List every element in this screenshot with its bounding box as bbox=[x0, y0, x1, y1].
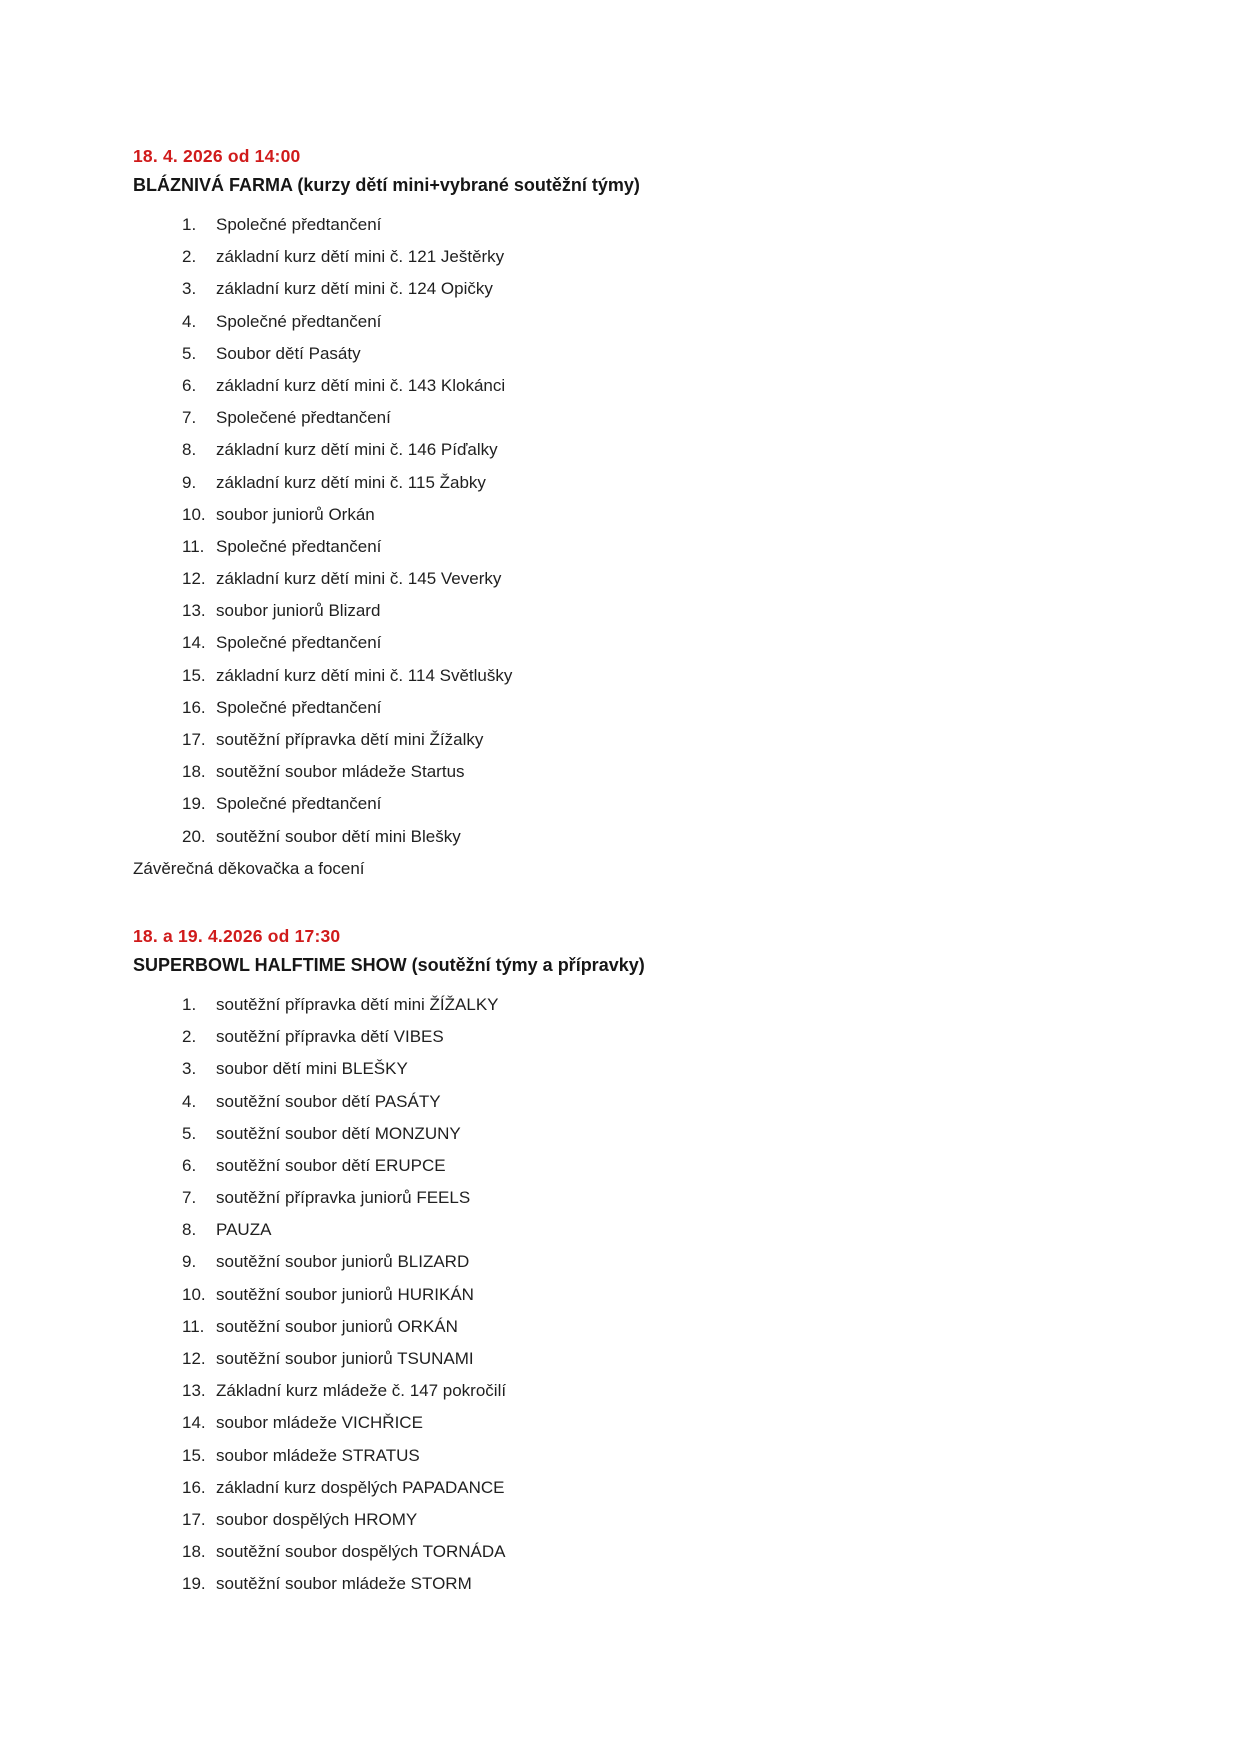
item-text: Společné předtančení bbox=[216, 536, 382, 556]
item-text: základní kurz dětí mini č. 121 Ještěrky bbox=[216, 247, 505, 267]
list-item bbox=[133, 989, 1143, 1021]
item-text: soutěžní soubor juniorů ORKÁN bbox=[216, 1316, 458, 1336]
list-item bbox=[133, 595, 1143, 627]
item-number: 10. bbox=[182, 1284, 206, 1304]
list-item bbox=[133, 1118, 1143, 1150]
item-number: 6. bbox=[182, 1155, 197, 1175]
date-heading-2: 18. a 19. 4.2026 od 17:30 bbox=[133, 925, 341, 946]
item-number: 13. bbox=[182, 601, 206, 621]
list-item bbox=[133, 241, 1143, 273]
item-text: soutěžní soubor mládeže STORM bbox=[216, 1574, 472, 1594]
list-item bbox=[133, 370, 1143, 402]
item-number: 6. bbox=[182, 375, 197, 395]
item-number: 18. bbox=[182, 762, 206, 782]
item-text: soubor dospělých HROMY bbox=[216, 1509, 418, 1529]
list-item bbox=[133, 434, 1143, 466]
list-item bbox=[133, 1472, 1143, 1504]
item-text: Společné předtančení bbox=[216, 633, 382, 653]
item-number: 5. bbox=[182, 1123, 197, 1143]
list-item bbox=[133, 1021, 1143, 1053]
item-number: 11. bbox=[182, 536, 205, 556]
list-item bbox=[133, 1343, 1143, 1375]
item-number: 5. bbox=[182, 343, 197, 363]
item-number: 16. bbox=[182, 697, 206, 717]
item-number: 18. bbox=[182, 1542, 206, 1562]
item-text: Společné předtančení bbox=[216, 311, 382, 331]
item-number: 7. bbox=[182, 408, 197, 428]
list-item bbox=[133, 563, 1143, 595]
list-item bbox=[133, 756, 1143, 788]
item-text: soutěžní soubor juniorů TSUNAMI bbox=[216, 1349, 474, 1369]
item-number: 8. bbox=[182, 440, 197, 460]
list-item bbox=[133, 338, 1143, 370]
section-blazniva-farma bbox=[133, 146, 1143, 885]
item-number: 13. bbox=[182, 1381, 206, 1401]
item-text: základní kurz dětí mini č. 143 Klokánci bbox=[216, 375, 506, 395]
schedule-list-2 bbox=[133, 989, 1143, 1601]
item-number: 3. bbox=[182, 279, 197, 299]
item-number: 2. bbox=[182, 247, 197, 267]
list-item bbox=[133, 499, 1143, 531]
item-number: 19. bbox=[182, 794, 206, 814]
list-item bbox=[133, 1214, 1143, 1246]
item-text: základní kurz dospělých PAPADANCE bbox=[216, 1477, 505, 1497]
list-item bbox=[133, 1407, 1143, 1439]
list-item bbox=[133, 1279, 1143, 1311]
item-number: 20. bbox=[182, 826, 206, 846]
list-item bbox=[133, 1053, 1143, 1085]
list-item bbox=[133, 1568, 1143, 1600]
item-text: Společené předtančení bbox=[216, 408, 391, 428]
item-text: soutěžní soubor juniorů BLIZARD bbox=[216, 1252, 470, 1272]
item-number: 12. bbox=[182, 569, 206, 589]
item-number: 15. bbox=[182, 1445, 206, 1465]
list-item bbox=[133, 1504, 1143, 1536]
item-number: 4. bbox=[182, 311, 197, 331]
list-item bbox=[133, 692, 1143, 724]
item-text: Společné předtančení bbox=[216, 794, 382, 814]
item-number: 11. bbox=[182, 1316, 205, 1336]
item-text: základní kurz dětí mini č. 145 Veverky bbox=[216, 569, 502, 589]
item-number: 12. bbox=[182, 1349, 206, 1369]
item-text: soubor mládeže STRATUS bbox=[216, 1445, 420, 1465]
section-title-2: SUPERBOWL HALFTIME SHOW (soutěžní týmy a přípravky) bbox=[133, 954, 645, 975]
list-item bbox=[133, 273, 1143, 305]
list-item bbox=[133, 1375, 1143, 1407]
list-item bbox=[133, 788, 1143, 820]
list-item bbox=[133, 1150, 1143, 1182]
item-text: soutěžní přípravka dětí VIBES bbox=[216, 1027, 444, 1047]
item-number: 17. bbox=[182, 730, 206, 749]
list-item bbox=[133, 306, 1143, 338]
document-content bbox=[133, 146, 1143, 1601]
item-text: soutěžní přípravka juniorů FEELS bbox=[216, 1188, 471, 1208]
item-text: základní kurz dětí mini č. 115 Žabky bbox=[216, 472, 486, 492]
item-text: soutěžní soubor dětí MONZUNY bbox=[216, 1123, 461, 1143]
item-number: 10. bbox=[182, 504, 206, 524]
item-number: 16. bbox=[182, 1477, 206, 1497]
list-item bbox=[133, 627, 1143, 659]
item-number: 14. bbox=[182, 1413, 206, 1433]
section-superbowl-halftime-show bbox=[133, 926, 1143, 1601]
section-title-1: BLÁZNIVÁ FARMA (kurzy dětí mini+vybrané soutěžní týmy) bbox=[133, 175, 640, 195]
schedule-list-1 bbox=[133, 209, 1143, 853]
item-text: Společné předtančení bbox=[216, 215, 382, 234]
item-text: soubor mládeže VICHŘICE bbox=[216, 1413, 423, 1433]
item-number: 14. bbox=[182, 633, 206, 653]
list-item bbox=[133, 660, 1143, 692]
item-number: 7. bbox=[182, 1188, 197, 1208]
item-text: soutěžní soubor dětí mini Blešky bbox=[216, 826, 461, 846]
item-text: soutěžní soubor dospělých TORNÁDA bbox=[216, 1542, 506, 1562]
item-number: 9. bbox=[182, 1252, 197, 1272]
list-item bbox=[133, 402, 1143, 434]
list-item bbox=[133, 531, 1143, 563]
list-item bbox=[133, 821, 1143, 853]
date-heading-1: 18. 4. 2026 od 14:00 bbox=[133, 146, 301, 166]
item-number: 1. bbox=[182, 994, 197, 1014]
item-text: soutěžní přípravka dětí mini ŽÍŽALKY bbox=[216, 994, 499, 1014]
item-text: Základní kurz mládeže č. 147 pokročilí bbox=[216, 1381, 507, 1401]
list-item bbox=[133, 209, 1143, 241]
item-text: soutěžní přípravka dětí mini Žížalky bbox=[216, 730, 484, 749]
list-item bbox=[133, 1311, 1143, 1343]
list-item bbox=[133, 1182, 1143, 1214]
item-number: 8. bbox=[182, 1220, 197, 1240]
item-number: 1. bbox=[182, 215, 197, 234]
list-item bbox=[133, 724, 1143, 756]
item-text: základní kurz dětí mini č. 114 Světlušky bbox=[216, 665, 513, 685]
item-text: Soubor dětí Pasáty bbox=[216, 343, 361, 363]
item-text: základní kurz dětí mini č. 146 Píďalky bbox=[216, 440, 498, 460]
list-item bbox=[133, 1086, 1143, 1118]
item-number: 4. bbox=[182, 1091, 197, 1111]
item-text: soubor juniorů Orkán bbox=[216, 504, 375, 524]
item-number: 9. bbox=[182, 472, 197, 492]
item-number: 17. bbox=[182, 1509, 206, 1529]
item-text: soubor dětí mini BLEŠKY bbox=[216, 1059, 408, 1079]
item-number: 19. bbox=[182, 1574, 206, 1594]
item-text: PAUZA bbox=[216, 1220, 272, 1240]
item-text: základní kurz dětí mini č. 124 Opičky bbox=[216, 279, 493, 299]
item-text: soutěžní soubor mládeže Startus bbox=[216, 762, 465, 782]
item-text: soutěžní soubor juniorů HURIKÁN bbox=[216, 1284, 474, 1304]
list-item bbox=[133, 467, 1143, 499]
item-text: soubor juniorů Blizard bbox=[216, 601, 381, 621]
item-number: 15. bbox=[182, 665, 206, 685]
item-number: 2. bbox=[182, 1027, 197, 1047]
item-text: Společné předtančení bbox=[216, 697, 382, 717]
list-item bbox=[133, 1440, 1143, 1472]
item-text: soutěžní soubor dětí ERUPCE bbox=[216, 1155, 446, 1175]
list-item bbox=[133, 1246, 1143, 1278]
closing-note: Závěrečná děkovačka a focení bbox=[133, 858, 365, 878]
item-number: 3. bbox=[182, 1059, 197, 1079]
item-text: soutěžní soubor dětí PASÁTY bbox=[216, 1091, 441, 1111]
list-item bbox=[133, 1536, 1143, 1568]
